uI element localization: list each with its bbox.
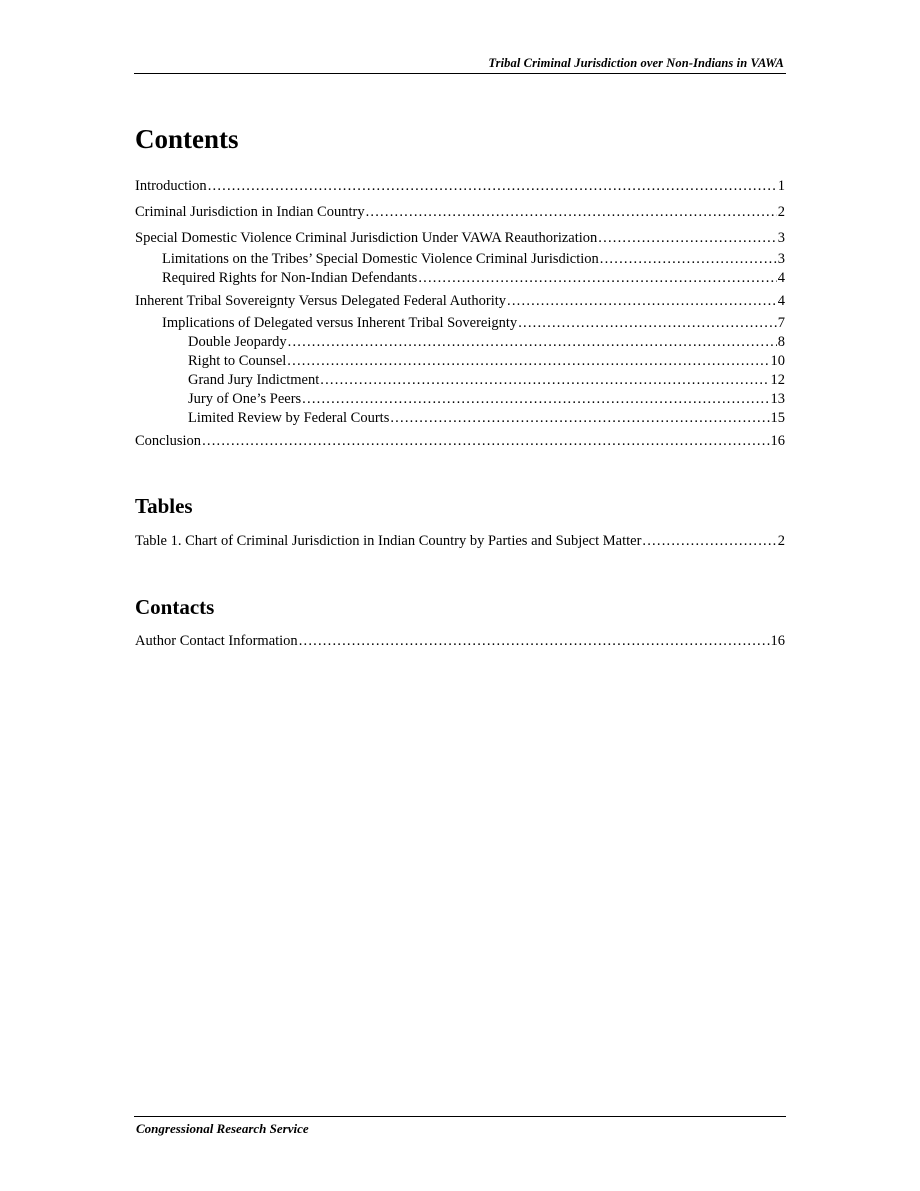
toc-page-number: 16 [770,633,785,649]
toc-entry-conclusion[interactable] [135,432,785,451]
contacts-heading: Contacts [135,595,215,619]
toc-entry-special-domestic-violence[interactable] [135,229,785,248]
toc-entry-limited-review[interactable] [188,409,785,428]
toc-entry-label: Special Domestic Violence Criminal Jurisdiction Under VAWA Reauthorization [135,230,598,246]
toc-entry-label: Required Rights for Non-Indian Defendants [162,270,418,286]
toc-leader-dots [390,409,769,428]
contents-heading: Contents [135,124,239,154]
toc-entry-label: Double Jeopardy [188,334,287,350]
toc-entry-implications[interactable] [162,314,785,333]
toc-entry-label: Conclusion [135,433,202,449]
toc-leader-dots [208,177,777,196]
toc-page-number: 16 [770,433,785,449]
toc-page-number: 3 [777,230,785,246]
footer-text: Congressional Research Service [136,1121,309,1136]
toc-leader-dots [418,269,776,288]
toc-entry-label: Limited Review by Federal Courts [188,410,390,426]
toc-entry-grand-jury[interactable] [188,371,785,390]
toc-entry-inherent-sovereignty[interactable] [135,292,785,311]
toc-page-number: 1 [777,178,785,194]
toc-leader-dots [288,333,777,352]
toc-page-number: 10 [770,353,785,369]
toc-entry-jury-of-peers[interactable] [188,390,785,409]
tables-heading: Tables [135,494,193,518]
toc-leader-dots [518,314,777,333]
toc-entry-label: Grand Jury Indictment [188,372,320,388]
toc-leader-dots [507,292,777,311]
toc-entry-label: Introduction [135,178,207,194]
running-header [134,56,786,74]
toc-entry-label: Right to Counsel [188,353,287,369]
toc-leader-dots [366,203,777,222]
toc-entry-criminal-jurisdiction[interactable] [135,203,785,222]
toc-page-number: 7 [777,315,785,331]
toc-leader-dots [642,532,776,551]
toc-entry-label: Jury of One’s Peers [188,391,302,407]
toc-leader-dots [299,632,770,651]
toc-entry-label: Implications of Delegated versus Inherent Tribal Sovereignty [162,315,518,331]
toc-entry-label: Limitations on the Tribes’ Special Domestic Violence Criminal Jurisdiction [162,251,599,267]
toc-page-number: 12 [770,372,785,388]
running-title: Tribal Criminal Jurisdiction over Non-Indians in VAWA [488,56,784,70]
toc-page-number: 4 [777,270,785,286]
toc-entry-right-to-counsel[interactable] [188,352,785,371]
toc-entry-label: Author Contact Information [135,633,298,649]
toc-entry-double-jeopardy[interactable] [188,333,785,352]
toc-entry-author-contact[interactable] [135,632,785,651]
toc-entry-limitations[interactable] [162,250,785,269]
toc-page-number: 3 [777,251,785,267]
toc-leader-dots [287,352,769,371]
toc-entry-label: Criminal Jurisdiction in Indian Country [135,204,365,220]
toc-leader-dots [598,229,776,248]
toc-leader-dots [202,432,769,451]
toc-page-number: 15 [770,410,785,426]
toc-leader-dots [600,250,777,269]
toc-leader-dots [302,390,769,409]
toc-page-number: 4 [777,293,785,309]
toc-entry-table-1[interactable] [135,532,785,551]
page-footer [134,1116,786,1136]
toc-entry-label: Table 1. Chart of Criminal Jurisdiction in Indian Country by Parties and Subject Matter [135,533,642,549]
toc-leader-dots [320,371,769,390]
toc-entry-introduction[interactable] [135,177,785,196]
toc-page-number: 2 [777,533,785,549]
toc-entry-required-rights[interactable] [162,269,785,288]
toc-page-number: 8 [777,334,785,350]
toc-page-number: 2 [777,204,785,220]
toc-entry-label: Inherent Tribal Sovereignty Versus Delegated Federal Authority [135,293,507,309]
toc-page-number: 13 [770,391,785,407]
